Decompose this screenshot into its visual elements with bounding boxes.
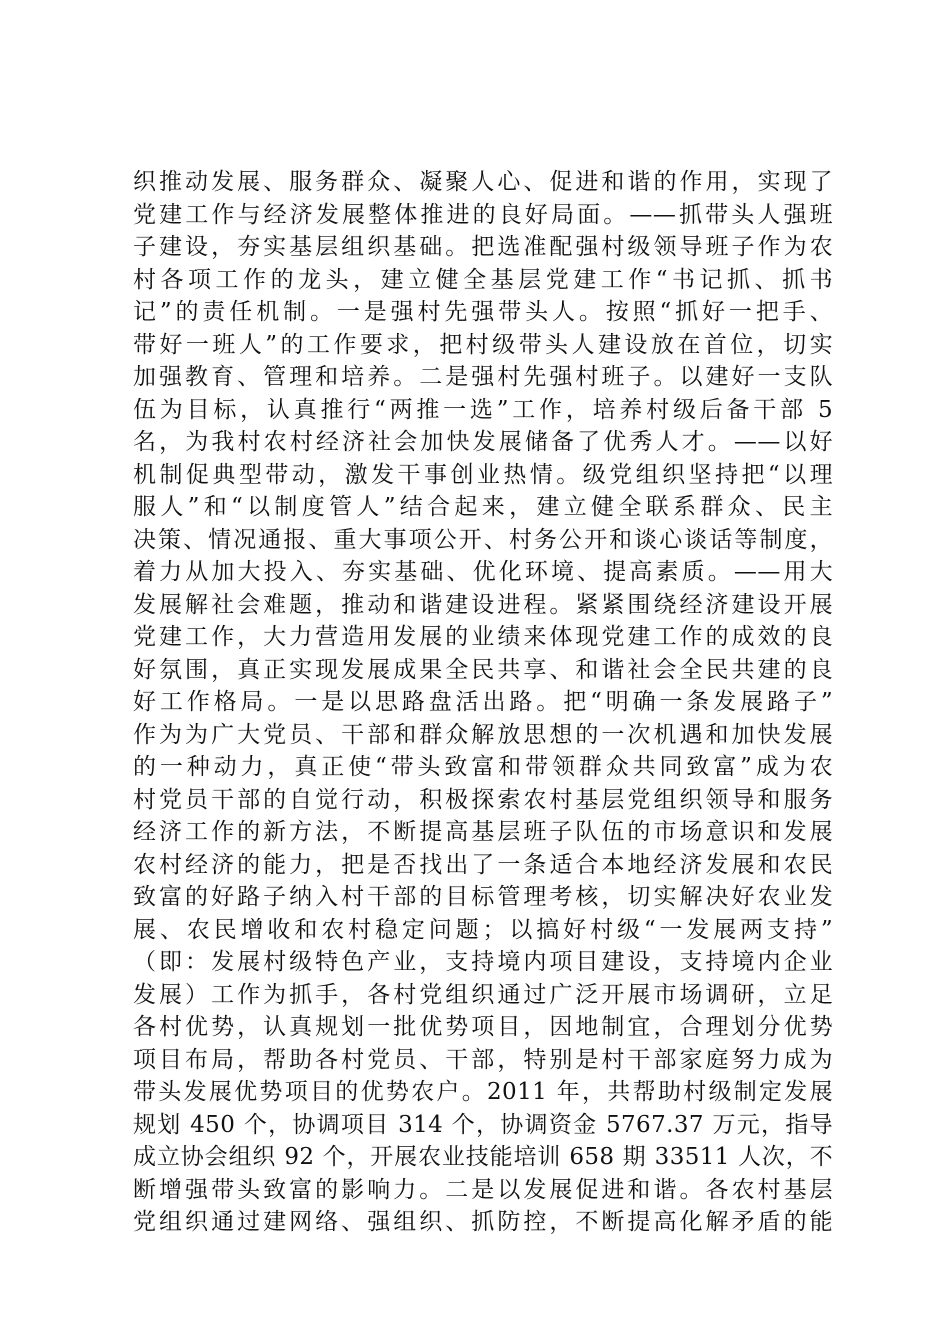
text-line: 好工作格局。一是以思路盘活出路。把“明确一条发展路子”	[133, 689, 833, 715]
text-line: 子建设，夯实基层组织基础。把选准配强村级领导班子作为农	[133, 234, 833, 260]
text-line: 名，为我村农村经济社会加快发展储备了优秀人才。——以好	[133, 429, 833, 455]
text-line: 展、农民增收和农村稳定问题；以搞好村级“一发展两支持”	[133, 916, 833, 943]
text-line: 的一种动力，真正使“带头致富和带领群众共同致富”成为农	[133, 754, 833, 780]
text-line: 带头发展优势项目的优势农户。2011 年，共帮助村级制定发展	[133, 1079, 833, 1105]
text-line: 加强教育、管理和培养。二是强村先强村班子。以建好一支队	[133, 364, 833, 390]
text-line: 党组织通过建网络、强组织、抓防控，不断提高化解矛盾的能	[133, 1209, 833, 1235]
text-line: 各村优势，认真规划一批优势项目，因地制宜，合理划分优势	[133, 1014, 833, 1040]
text-line: 决策、情况通报、重大事项公开、村务公开和谈心谈话等制度，	[133, 526, 833, 553]
text-line: 村各项工作的龙头，建立健全基层党建工作“书记抓、抓书	[133, 266, 833, 293]
text-line: 农村经济的能力，把是否找出了一条适合本地经济发展和农民	[133, 851, 833, 878]
body-text	[133, 166, 833, 1239]
text-line: 带好一班人”的工作要求，把村级带头人建设放在首位，切实	[133, 331, 833, 358]
text-line: 机制促典型带动，激发干事创业热情。级党组织坚持把“以理	[133, 461, 833, 488]
text-line: 断增强带头致富的影响力。二是以发展促进和谐。各农村基层	[133, 1176, 833, 1203]
text-line: 服人”和“以制度管人”结合起来，建立健全联系群众、民主	[133, 494, 833, 520]
text-line: 好氛围，真正实现发展成果全民共享、和谐社会全民共建的良	[133, 656, 833, 683]
text-line: 成立协会组织 92 个，开展农业技能培训 658 期 33511 人次，不	[133, 1144, 833, 1170]
text-line: 着力从加大投入、夯实基础、优化环境、提高素质。——用大	[133, 559, 833, 585]
text-line: 党建工作与经济发展整体推进的良好局面。——抓带头人强班	[133, 201, 833, 228]
text-line: 项目布局，帮助各村党员、干部，特别是村干部家庭努力成为	[133, 1046, 833, 1073]
text-line: 发展解社会难题，推动和谐建设进程。紧紧围绕经济建设开展	[133, 591, 833, 618]
text-line: 党建工作，大力营造用发展的业绩来体现党建工作的成效的良	[133, 624, 833, 650]
text-line: 村党员干部的自觉行动，积极探索农村基层党组织领导和服务	[133, 786, 833, 813]
text-line: 经济工作的新方法，不断提高基层班子队伍的市场意识和发展	[133, 819, 833, 845]
text-line: 记”的责任机制。一是强村先强带头人。按照“抓好一把手、	[133, 299, 833, 325]
text-line: 规划 450 个，协调项目 314 个，协调资金 5767.37 万元，指导	[133, 1111, 833, 1138]
text-line: 织推动发展、服务群众、凝聚人心、促进和谐的作用，实现了	[133, 169, 833, 195]
text-line: 伍为目标，认真推行“两推一选”工作，培养村级后备干部 5	[133, 396, 833, 423]
text-line: 作为为广大党员、干部和群众解放思想的一次机遇和加快发展	[133, 721, 833, 748]
text-line: （即：发展村级特色产业，支持境内项目建设，支持境内企业	[133, 949, 833, 975]
text-line: 致富的好路子纳入村干部的目标管理考核，切实解决好农业发	[133, 884, 833, 910]
text-line: 发展）工作为抓手，各村党组织通过广泛开展市场调研，立足	[133, 981, 833, 1008]
